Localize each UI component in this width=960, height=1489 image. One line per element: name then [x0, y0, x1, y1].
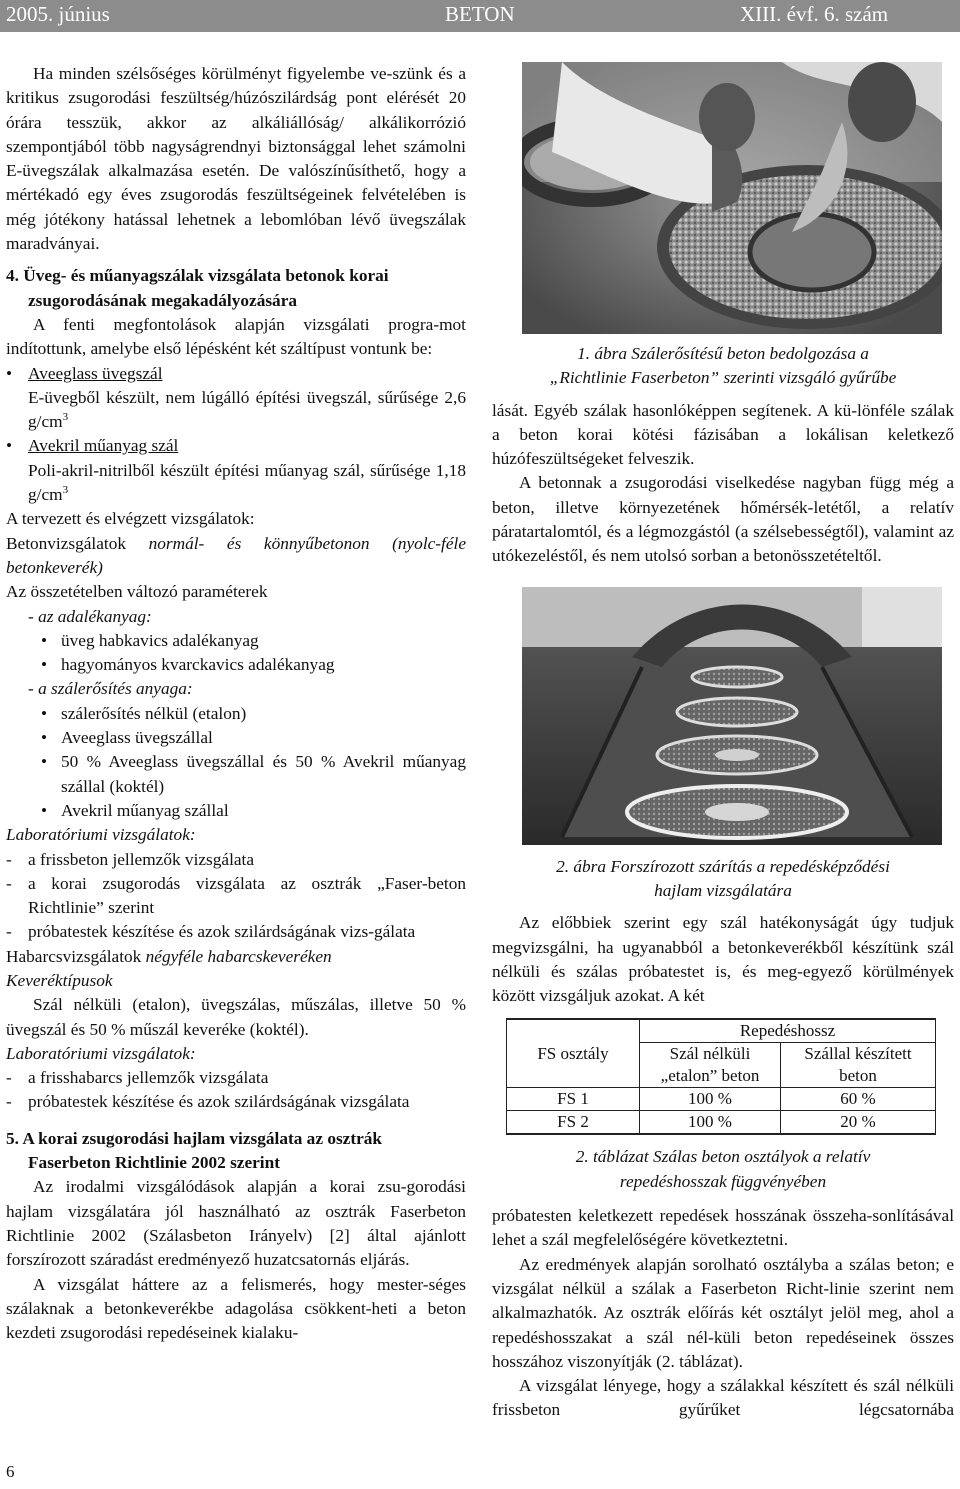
right-paragraph-1: lását. Egyéb szálak hasonlóképpen segítenek. A kü-lönféle szálak a beton korai kötési fázisában a lokálisan keletkező húzófeszültségeket felveszik. [492, 400, 954, 469]
aggregate-label: - az adalékanyag: [28, 606, 152, 626]
fiber-2-desc: Poli-akril-nitrilből készült építési műanyag szál, sűrűsége 1,18 $g/cm^3$ [28, 460, 466, 505]
lab-test-item: - a frissbeton jellemzők vizsgálata [6, 849, 255, 869]
fiber-2-name: • Avekril műanyag szál [6, 434, 466, 458]
lab-test-item: - a frisshabarcs jellemzők vizsgálata [6, 1068, 269, 1088]
section-5-paragraph-2: A vizsgálat háttere az a felismerés, hogy mester-séges szálaknak a betonkeverékbe adagolása csökkent-heti a beton kezdeti zsugorodási repedéseinek kialaku- [6, 1274, 466, 1343]
section-5-paragraph-1: Az irodalmi vizsgálódások alapján a korai zsu-gorodási hajlam vizsgálatára jól használható az osztrák Faserbeton Richtlinie 2002 (Szálasbeton Irányelv) [2] által ajánlott forszírozott száradást eredményező huzatcsatornás eljárás. [6, 1177, 466, 1270]
mix-types-desc: Szál nélküli (etalon), üvegszálas, műszálas, illetve 50 % üvegszál és 50 % műszál keveréke (koktél). [6, 995, 466, 1039]
right-paragraph-6: A vizsgálat lényege, hogy a szálakkal készített és szál nélküli frissbeton gyűrűket légcsatornába [492, 1376, 954, 1420]
table-header-group: Repedéshossz [640, 1019, 936, 1043]
fiber-1-desc: E-üvegből készült, nem lúgálló építési üvegszál, sűrűsége 2,6 $g/cm^3$ [28, 387, 466, 432]
table-header-col2: Szállal készített beton [781, 1043, 936, 1088]
lab-tests-label-2: Laboratóriumi vizsgálatok: [6, 1043, 196, 1063]
figure-1-photo [522, 62, 942, 334]
right-paragraph-3: Az előbbiek szerint egy szál hatékonyságát úgy tudjuk megvizsgálni, ha ugyanabból a betonkeverékből készítünk szál nélküli és szálas próbatestet is, és meg-egyező körülmények között vizsgáljuk azokat. A két [492, 913, 954, 1006]
intro-paragraph: Ha minden szélsőséges körülményt figyelembe ve-szünk és a kritikus zsugorodási feszültség/húzószilárdság pont elérését 20 órára tesszük, akkor az alkáliállóság/ alkálikorrózió szempontjából több nagyságrendnyi biztonsággal lehet számolni E-üvegszálak alkalmazása esetén. De valószínűsíthető, hogy a mértékadó egy éves zsugorodás feszültségeinek felvételében is még jótékony hatással lehetnek a lebomlóban lévő üvegszálak maradványai. [6, 64, 466, 254]
right-paragraph-4: próbatesten keletkezett repedések hosszának összeha-sonlításával lehet a szál megfelelőségére következtetni. [492, 1206, 954, 1250]
fiber-item: • szálerősítés nélkül (etalon) [6, 702, 466, 726]
right-paragraph-5: Az eredmények alapján sorolható osztályba a szálas beton; e vizsgálat nélkül a szálak a Faserbeton Richt-linie szerint nem alkalmazhatók. Az osztrák előírás két osztályt jelöl meg, ahol a repedéshosszakat a szál nél-küli beton repedéseinek összes hosszához viszonyítják (2. táblázat). [492, 1254, 954, 1371]
fiber-label: - a szálerősítés anyaga: [28, 679, 193, 699]
fiber-item: • 50 % Aveeglass üvegszállal és 50 % Avekril műanyag szállal (koktél) [6, 750, 466, 799]
table-header-col1: Szál nélküli „etalon” beton [640, 1043, 781, 1088]
left-column [6, 62, 466, 1345]
aggregate-item: • üveg habkavics adalékanyag [6, 629, 466, 653]
page-number: 6 [6, 1462, 15, 1481]
page-header [0, 0, 960, 32]
fiber-item: • Avekril műanyag szállal [6, 799, 466, 823]
mortar-tests: Habarcsvizsgálatok négyféle habarcskeveréken [6, 946, 332, 966]
aggregate-item: • hagyományos kvarckavics adalékanyag [6, 653, 466, 677]
header-issue: XIII. évf. 6. szám [740, 2, 889, 26]
right-paragraph-2: A betonnak a zsugorodási viselkedése nagyban függ még a beton, illetve környezetének hőmérsék-letétől, a relatív páratartalomtól, és a légmozgástól (a szélsebességtől), valamint az utókezeléstől, és nem utolsó sorban a betonösszetételtől. [492, 473, 954, 566]
table-header-class: FS osztály [507, 1019, 640, 1088]
fiber-1-name: • Aveeglass üvegszál [6, 362, 466, 386]
crack-length-table [506, 1018, 936, 1135]
section-4-intro: A fenti megfontolások alapján vizsgálati progra-mot indítottunk, amelybe első lépésként két száltípust vontunk be: [6, 314, 466, 359]
lab-test-item: - próbatestek készítése és azok szilárdságának vizsgálata [6, 1092, 410, 1112]
table-row: FS 1 100 % 60 % [507, 1088, 936, 1111]
header-date: 2005. június [6, 2, 110, 26]
figure-2-caption: 2. ábra Forszírozott szárítás a repedésképződési hajlam vizsgálatára [556, 856, 890, 900]
mix-types-label: Keveréktípusok [6, 970, 113, 990]
table-row: FS 2 100 % 20 % [507, 1111, 936, 1135]
figure-1-caption: 1. ábra Szálerősítésű beton bedolgozása a „Richtlinie Faserbeton” szerinti vizsgáló gyűrűbe [549, 344, 897, 388]
lab-test-item: - próbatestek készítése és azok szilárdságának vizs-gálata [6, 922, 416, 942]
concrete-tests: Betonvizsgálatok normál- és könnyűbetonon (nyolc-féle betonkeverék) [6, 533, 466, 577]
header-journal: BETON [445, 2, 515, 26]
right-column [492, 62, 954, 1423]
table-caption: 2. táblázat Szálas beton osztályok a relatív repedéshosszak függvényében [575, 1147, 871, 1191]
params-label: Az összetételben változó paraméterek [6, 582, 268, 602]
lab-tests-label: Laboratóriumi vizsgálatok: [6, 825, 196, 845]
section-5-heading: 5. A korai zsugorodási hajlam vizsgálata az osztrák Faserbeton Richtlinie 2002 szerint [6, 1128, 383, 1173]
planned-tests: A tervezett és elvégzett vizsgálatok: [6, 509, 255, 529]
figure-2-photo [522, 587, 942, 845]
fiber-item: • Aveeglass üvegszállal [6, 726, 466, 750]
lab-test-item: - a korai zsugorodás vizsgálata az osztrák „Faser-beton Richtlinie” szerint [6, 873, 466, 918]
section-4-heading: 4. Üveg- és műanyagszálak vizsgálata betonok korai zsugorodásának megakadályozására [6, 266, 389, 310]
